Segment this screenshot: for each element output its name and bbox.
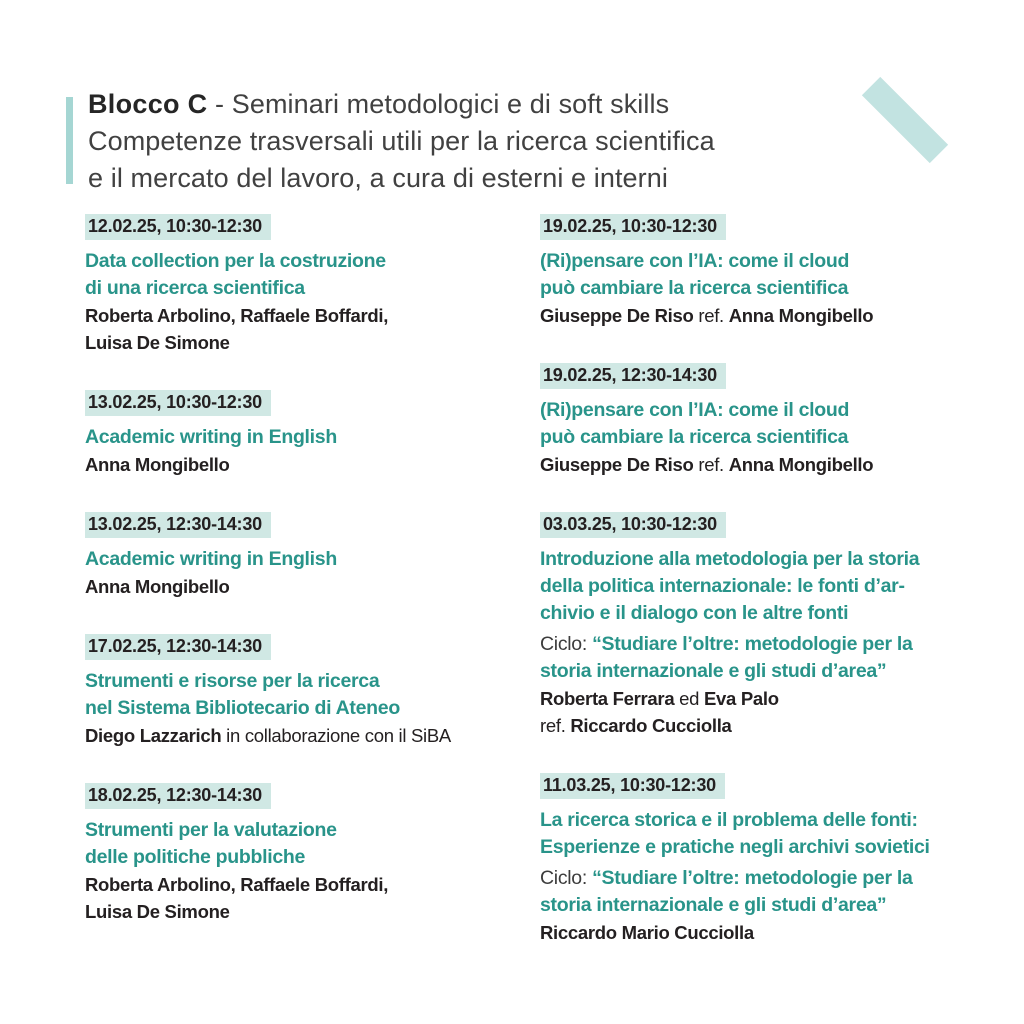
connector-text: ed bbox=[674, 688, 704, 709]
session-date-row bbox=[85, 783, 540, 809]
speaker-name: Roberta Arbolino, Raffaele Boffardi, bbox=[85, 305, 389, 326]
session-datetime: 18.02.25, 12:30-14:30 bbox=[85, 783, 271, 809]
session-datetime: 11.03.25, 10:30-12:30 bbox=[540, 773, 725, 799]
schedule-column-left bbox=[85, 214, 540, 980]
session-datetime: 17.02.25, 12:30-14:30 bbox=[85, 634, 271, 660]
connector-text: ref. bbox=[693, 305, 729, 326]
schedule-columns bbox=[85, 214, 1000, 980]
speaker-name: Anna Mongibello bbox=[728, 454, 874, 475]
session-date-row bbox=[85, 512, 540, 538]
session-date-row bbox=[540, 214, 1000, 240]
session-title-line: di una ricerca scientifica bbox=[85, 277, 305, 299]
cycle-quote-text: “Studiare l’oltre: metodologie per la bbox=[592, 633, 913, 655]
session-speakers-line bbox=[85, 329, 540, 356]
session-title bbox=[85, 668, 540, 722]
session-speakers-line bbox=[540, 712, 1000, 739]
session-speakers-line bbox=[85, 871, 540, 898]
session-title bbox=[85, 817, 540, 871]
session-title-line: Academic writing in English bbox=[85, 426, 337, 448]
header-subtitle-line2: e il mercato del lavoro, a cura di esterni e interni bbox=[88, 163, 668, 193]
speaker-name: Giuseppe De Riso bbox=[540, 305, 694, 326]
session-title-line: La ricerca storica e il problema delle fonti: bbox=[540, 809, 918, 831]
session-entry bbox=[85, 512, 540, 600]
cycle-quote-text: storia internazionale e gli studi d’area” bbox=[540, 660, 887, 682]
session-speakers-line bbox=[540, 919, 1000, 946]
session-speakers-line bbox=[85, 722, 540, 749]
session-date-row bbox=[540, 363, 1000, 389]
connector-text: Ciclo: bbox=[540, 867, 593, 889]
speaker-name: Riccardo Mario Cucciolla bbox=[540, 922, 754, 943]
session-datetime: 03.03.25, 10:30-12:30 bbox=[540, 512, 726, 538]
session-speakers-line bbox=[85, 573, 540, 600]
connector-text: Ciclo: bbox=[540, 633, 593, 655]
session-cycle-line bbox=[540, 892, 1000, 919]
session-title-line: può cambiare la ricerca scientifica bbox=[540, 277, 849, 299]
session-datetime: 19.02.25, 10:30-12:30 bbox=[540, 214, 726, 240]
session-title-line: nel Sistema Bibliotecario di Ateneo bbox=[85, 697, 400, 719]
speaker-name: Giuseppe De Riso bbox=[540, 454, 694, 475]
speaker-name: Anna Mongibello bbox=[85, 454, 230, 475]
block-title-rest: - Seminari metodologici e di soft skills bbox=[207, 89, 670, 119]
session-speakers-line bbox=[540, 685, 1000, 712]
session-title-line: (Ri)pensare con l’IA: come il cloud bbox=[540, 399, 850, 421]
session-entry bbox=[85, 634, 540, 749]
speaker-name: Anna Mongibello bbox=[728, 305, 874, 326]
session-title bbox=[85, 424, 540, 451]
session-datetime: 13.02.25, 12:30-14:30 bbox=[85, 512, 271, 538]
speaker-name: Eva Palo bbox=[703, 688, 779, 709]
session-entry bbox=[85, 783, 540, 925]
page-header bbox=[88, 86, 715, 197]
schedule-column-right bbox=[540, 214, 1000, 980]
session-date-row bbox=[540, 773, 1000, 799]
connector-text: ref. bbox=[540, 715, 571, 736]
session-title-line: Strumenti e risorse per la ricerca bbox=[85, 670, 380, 692]
session-title-line: della politica internazionale: le fonti d’ar- bbox=[540, 575, 905, 597]
session-speakers-line bbox=[85, 451, 540, 478]
session-entry bbox=[85, 390, 540, 478]
session-cycle-line bbox=[540, 631, 1000, 658]
session-title-line: Data collection per la costruzione bbox=[85, 250, 386, 272]
session-title-line: può cambiare la ricerca scientifica bbox=[540, 426, 849, 448]
speaker-name: Luisa De Simone bbox=[85, 901, 230, 922]
connector-text: in collaborazione con il SiBA bbox=[221, 725, 451, 746]
session-entry bbox=[85, 214, 540, 356]
cycle-quote-text: “Studiare l’oltre: metodologie per la bbox=[592, 867, 913, 889]
session-cycle-line bbox=[540, 658, 1000, 685]
session-title bbox=[540, 807, 1000, 861]
session-title-line: chivio e il dialogo con le altre fonti bbox=[540, 602, 849, 624]
session-title-line: Strumenti per la valutazione bbox=[85, 819, 337, 841]
speaker-name: Diego Lazzarich bbox=[85, 725, 222, 746]
session-datetime: 13.02.25, 10:30-12:30 bbox=[85, 390, 271, 416]
session-title-line: delle politiche pubbliche bbox=[85, 846, 306, 868]
header-subtitle-line1: Competenze trasversali utili per la ricerca scientifica bbox=[88, 126, 715, 156]
speaker-name: Anna Mongibello bbox=[85, 576, 230, 597]
header-accent-bar bbox=[66, 97, 73, 184]
session-entry bbox=[540, 773, 1000, 946]
session-cycle-line bbox=[540, 865, 1000, 892]
session-date-row bbox=[540, 512, 1000, 538]
cycle-quote-text: storia internazionale e gli studi d’area” bbox=[540, 894, 887, 916]
session-title bbox=[85, 248, 540, 302]
session-date-row bbox=[85, 390, 540, 416]
connector-text: ref. bbox=[693, 454, 729, 475]
session-entry bbox=[540, 214, 1000, 329]
session-speakers-line bbox=[85, 302, 540, 329]
session-speakers-line bbox=[540, 302, 1000, 329]
session-entry bbox=[540, 512, 1000, 739]
speaker-name: Roberta Ferrara bbox=[540, 688, 675, 709]
session-datetime: 19.02.25, 12:30-14:30 bbox=[540, 363, 726, 389]
session-date-row bbox=[85, 634, 540, 660]
header-title-line bbox=[88, 86, 715, 123]
session-date-row bbox=[85, 214, 540, 240]
session-title-line: (Ri)pensare con l’IA: come il cloud bbox=[540, 250, 850, 272]
session-title bbox=[540, 248, 1000, 302]
session-title bbox=[85, 546, 540, 573]
session-title-line: Introduzione alla metodologia per la storia bbox=[540, 548, 920, 570]
session-title-line: Academic writing in English bbox=[85, 548, 337, 570]
speaker-name: Roberta Arbolino, Raffaele Boffardi, bbox=[85, 874, 389, 895]
session-speakers-line bbox=[540, 451, 1000, 478]
session-title-line: Esperienze e pratiche negli archivi sovietici bbox=[540, 836, 930, 858]
speaker-name: Riccardo Cucciolla bbox=[570, 715, 732, 736]
session-title bbox=[540, 546, 1000, 627]
session-entry bbox=[540, 363, 1000, 478]
session-datetime: 12.02.25, 10:30-12:30 bbox=[85, 214, 271, 240]
session-speakers-line bbox=[85, 898, 540, 925]
session-title bbox=[540, 397, 1000, 451]
speaker-name: Luisa De Simone bbox=[85, 332, 230, 353]
block-title: Blocco C bbox=[88, 89, 208, 119]
corner-slash-decoration bbox=[862, 77, 948, 163]
